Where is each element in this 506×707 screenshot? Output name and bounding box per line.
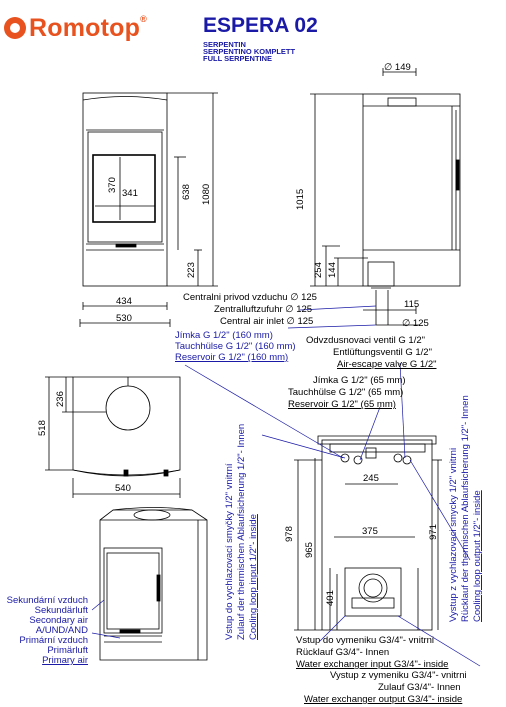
side-view	[310, 68, 460, 325]
exch-out-en: Water exchanger output G3/4"- inside	[304, 694, 463, 705]
air-label-1: Sekundární vzduch	[6, 595, 88, 606]
sump-top-de: Tauchhülse G 1/2" (160 mm)	[175, 341, 296, 352]
sump-mid-de: Tauchhülse G 1/2" (65 mm)	[288, 387, 404, 398]
exch-out-de: Zulauf G3/4"- Innen	[378, 682, 461, 693]
dim-434: 434	[116, 296, 132, 307]
dim-370: 370	[107, 177, 118, 193]
sump-mid-en: Reservoir G 1/2" (65 mm)	[288, 399, 396, 410]
dim-518: 518	[37, 420, 48, 436]
dim-149: ∅ 149	[384, 62, 411, 73]
air-inlet-de: Zentralluftzufuhr ∅ 125	[214, 304, 313, 315]
dim-1015: 1015	[295, 188, 306, 210]
dim-971: 971	[428, 524, 439, 540]
brand-logo	[4, 14, 147, 43]
air-inlet-cz: Centralni privod vzduchu ∅ 125	[183, 292, 317, 303]
dim-125: ∅ 125	[402, 318, 429, 329]
brand-name: Romotop	[29, 14, 141, 42]
dim-375: 375	[362, 526, 378, 537]
cooling-output-cz: Vystup z vychlazovaci smycky 1/2" vnitrni	[448, 447, 459, 622]
vent-valve-de: Entlüftungsventil G 1/2"	[333, 347, 432, 358]
dim-401: 401	[325, 590, 336, 606]
subtitle-line-1: SERPENTIN	[203, 40, 246, 49]
air-label-7: Primary air	[42, 655, 88, 666]
air-label-4: A/UND/AND	[35, 625, 88, 636]
vent-valve-cz: Odvzdusnovaci ventil G 1/2"	[306, 335, 426, 346]
air-label-2: Sekundärluft	[34, 605, 88, 616]
exch-in-cz: Vstup do vymeniku G3/4"- vnitrni	[296, 635, 435, 646]
dim-341: 341	[122, 188, 138, 199]
air-label-3: Secondary air	[29, 615, 88, 626]
air-label-5: Primární vzduch	[19, 635, 88, 646]
dim-530: 530	[116, 313, 132, 324]
dim-115: 115	[404, 299, 420, 310]
sump-top-cz: Jímka G 1/2" (160 mm)	[175, 330, 273, 341]
subtitle-line-2: SERPENTINO KOMPLETT	[203, 47, 296, 56]
cooling-input-en: Cooling loop input 1/2"- inside	[248, 514, 259, 640]
cooling-input-cz: Vstup do vychlazovací smyčky 1/2" vnitrní	[224, 463, 235, 640]
cooling-output-de: Rücklauf der thermischen Ablaufsicherung 1/2"- Innen	[460, 395, 471, 622]
dim-638: 638	[181, 184, 192, 200]
subtitle-line-3: FULL SERPENTINE	[203, 54, 273, 63]
cooling-input-de: Zulauf der thermischen Ablaufsicherung 1/2"- Innen	[236, 423, 247, 640]
exch-out-cz: Vystup z vymeniku G3/4"- vnitrni	[330, 670, 467, 681]
dim-245: 245	[363, 473, 379, 484]
sump-top-en: Reservoir G 1/2" (160 mm)	[175, 352, 289, 363]
exch-in-de: Rücklauf G3/4"- Innen	[296, 647, 390, 658]
vent-valve-en: Air-escape valve G 1/2"	[337, 359, 437, 370]
model-title: ESPERA 02	[203, 14, 318, 37]
dim-223: 223	[186, 262, 197, 278]
dim-236: 236	[55, 391, 66, 407]
romotop-logo-icon	[4, 17, 26, 39]
sump-mid-cz: Jímka G 1/2" (65 mm)	[313, 375, 406, 386]
exch-in-en: Water exchanger input G3/4"- inside	[296, 659, 449, 670]
air-inlet-en: Central air inlet ∅ 125	[220, 316, 314, 327]
dim-540: 540	[115, 483, 131, 494]
dim-254: 254	[313, 262, 324, 278]
dim-144: 144	[327, 262, 338, 278]
registered-mark: ®	[140, 14, 147, 24]
dim-965: 965	[304, 542, 315, 558]
air-label-6: Primärluft	[47, 645, 88, 656]
dim-1080: 1080	[201, 183, 212, 205]
cooling-output-en: Cooling loop output 1/2"- inside	[472, 490, 483, 622]
dim-978: 978	[284, 526, 295, 542]
